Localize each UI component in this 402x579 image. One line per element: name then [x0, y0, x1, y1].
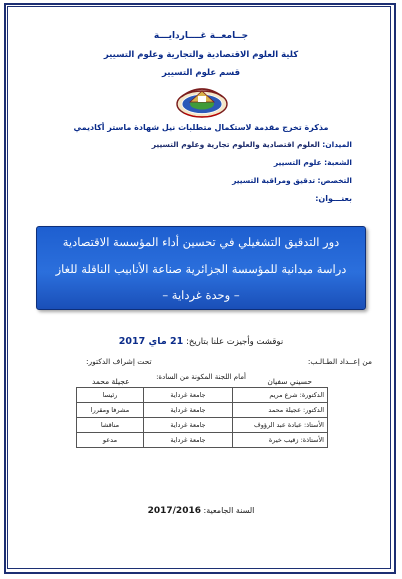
branch-label: الشعبة:: [324, 158, 352, 167]
jury-member-name: الأستاذ: عبادة عبد الرؤوف: [233, 418, 328, 433]
jury-label: أمام اللجنة المكونة من السادة:: [156, 373, 246, 381]
jury-member-university: جامعة غرداية: [144, 388, 233, 403]
jury-member-role: مشرفا ومقررا: [77, 403, 144, 418]
thesis-title-line-3: – وحدة غرداية –: [162, 288, 240, 302]
defense-date: 21 ماي 2017: [118, 336, 184, 347]
spec-row: [232, 176, 352, 185]
jury-member-role: مدعو: [77, 433, 144, 448]
jury-member-role: مناقشا: [77, 418, 144, 433]
university-logo-icon: [176, 83, 228, 119]
defense-prefix: نوقشت وأجيزت علنا بتاريخ:: [185, 337, 284, 347]
branch-value: علوم التسيير: [273, 158, 322, 167]
student-label: من إعــداد الطـالـب:: [307, 357, 372, 366]
thesis-title-line-2: دراسة ميدانية للمؤسسة الجزائرية صناعة الأنابيب الناقلة للغاز: [55, 262, 347, 276]
spec-value: تدقيق ومراقبة التسيير: [232, 176, 316, 185]
field-label: الميدان:: [322, 140, 352, 149]
faculty-name: كلية العلوم الاقتصادية والتجارية وعلوم التسيير: [103, 50, 299, 60]
defense-date-row: [0, 336, 402, 347]
jury-table: [76, 387, 328, 448]
field-value: العلوم اقتصادية والعلوم تجارية وعلوم التسيير: [151, 140, 320, 149]
spec-label: التخصص:: [317, 176, 352, 185]
jury-member-name: الدكتور: عجيلة محمد: [233, 403, 328, 418]
student-name: حسيني سفيان: [267, 377, 312, 386]
jury-member-university: جامعة غرداية: [144, 433, 233, 448]
table-row: [77, 433, 328, 448]
jury-member-name: الأستاذة: زقيب خيرة: [233, 433, 328, 448]
branch-row: [274, 158, 352, 167]
table-row: [77, 418, 328, 433]
academic-year-label: السنة الجامعية:: [203, 506, 255, 515]
academic-year-row: [0, 506, 402, 516]
supervisor-label: تحت إشراف الدكتور:: [86, 357, 152, 366]
title-label: بعنـــوان:: [315, 194, 352, 203]
field-row: [152, 140, 352, 149]
thesis-title-line-1: دور التدقيق التشغيلي في تحسين أداء المؤسسة الاقتصادية: [62, 235, 340, 249]
jury-member-name: الدكتورة: شرع مريم: [233, 388, 328, 403]
university-name: جــامعــة غــــاردايـــة: [153, 31, 249, 41]
memo-type: مذكرة تخرج مقدمة لاستكمال متطلبات نيل شهادة ماستر أكاديمي: [73, 123, 329, 132]
thesis-title-box: [36, 226, 366, 310]
table-row: [77, 403, 328, 418]
academic-year-value: 2017/2016: [147, 506, 201, 516]
supervisor-name: عجيلة محمد: [92, 377, 130, 386]
jury-member-university: جامعة غرداية: [144, 418, 233, 433]
table-row: [77, 388, 328, 403]
department-name: قسم علوم التسيير: [161, 68, 241, 78]
jury-member-university: جامعة غرداية: [144, 403, 233, 418]
jury-member-role: رئيسا: [77, 388, 144, 403]
